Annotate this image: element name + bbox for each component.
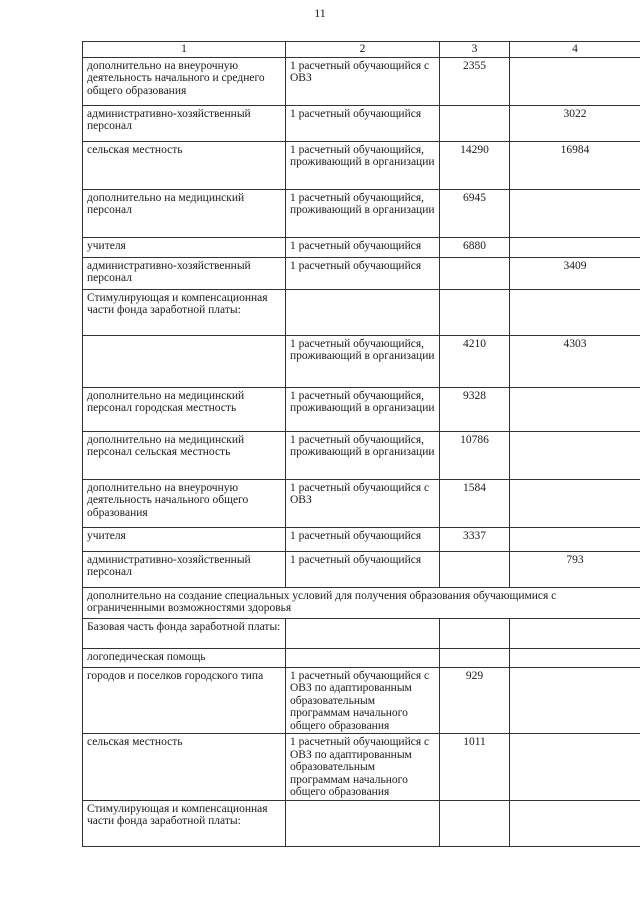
table-cell-col2: 1 расчетный обучающийся с ОВЗ [286,479,440,527]
table-row [83,527,640,551]
header-cell-2: 2 [286,42,440,58]
table-row [83,667,640,734]
table-cell-col1: сельская местность [83,141,286,189]
funding-table [82,41,640,847]
table-cell-col2: 1 расчетный обучающийся, проживающий в организации [286,189,440,237]
table-cell-col3: 6880 [440,237,510,257]
table-cell-col2: 1 расчетный обучающийся с ОВЗ по адаптированным образовательным программам начального общего образования [286,667,440,734]
table-cell-col3: 6945 [440,189,510,237]
table-cell-col3 [440,257,510,289]
table-cell-col1: учителя [83,237,286,257]
section-title: дополнительно на создание специальных условий для получения образования обучающимися с ограниченными возможностями здоровья [83,587,640,618]
table-cell-col1: Стимулирующая и компенсационная части фонда заработной платы: [83,289,286,335]
table-cell-col4: 4303 [510,335,640,387]
table-cell-col2: 1 расчетный обучающийся [286,551,440,587]
table-cell-col1: административно-хозяйственный персонал [83,551,286,587]
table-row [83,141,640,189]
table-row [83,387,640,431]
table-row [83,479,640,527]
header-row [83,42,640,58]
table-cell-col4: 793 [510,551,640,587]
table-cell-col3: 1011 [440,734,510,801]
table-cell-col4 [510,431,640,479]
table-row [83,431,640,479]
table-cell-col1: административно-хозяйственный персонал [83,105,286,141]
table-cell-col2: 1 расчетный обучающийся с ОВЗ [286,57,440,105]
table-cell-col3: 1584 [440,479,510,527]
table-cell-col1: дополнительно на медицинский персонал [83,189,286,237]
table-row [83,800,640,846]
table-cell-col4 [510,800,640,846]
page-number: 11 [314,6,326,20]
table-cell-col4 [510,237,640,257]
table-cell-col4 [510,618,640,648]
table-cell-col4: 16984 [510,141,640,189]
table-cell-col2: 1 расчетный обучающийся [286,527,440,551]
table-cell-col2: 1 расчетный обучающийся [286,257,440,289]
table-row [83,335,640,387]
table-cell-col1: дополнительно на внеурочную деятельность начального и среднего общего образования [83,57,286,105]
table-row [83,734,640,801]
table-cell-col3: 10786 [440,431,510,479]
table-cell-col1: административно-хозяйственный персонал [83,257,286,289]
table-cell-col4: 3409 [510,257,640,289]
table-cell-col4 [510,527,640,551]
table-cell-col4 [510,189,640,237]
table-cell-col2: 1 расчетный обучающийся, проживающий в организации [286,431,440,479]
table-cell-col2 [286,800,440,846]
table-row [83,237,640,257]
table-cell-col2 [286,648,440,667]
table-cell-col1: дополнительно на внеурочную деятельность начального общего образования [83,479,286,527]
table-cell-col2: 1 расчетный обучающийся [286,237,440,257]
table-cell-col1 [83,335,286,387]
table-row [83,551,640,587]
table-cell-col3 [440,551,510,587]
table-cell-col1: дополнительно на медицинский персонал сельская местность [83,431,286,479]
table-cell-col3: 14290 [440,141,510,189]
table-cell-col3: 929 [440,667,510,734]
table-row [83,257,640,289]
table-cell-col2: 1 расчетный обучающийся, проживающий в организации [286,141,440,189]
table-cell-col3 [440,289,510,335]
table-cell-col4 [510,57,640,105]
table-row [83,57,640,105]
table-cell-col2: 1 расчетный обучающийся, проживающий в организации [286,387,440,431]
table-row [83,289,640,335]
table-cell-col2: 1 расчетный обучающийся, проживающий в организации [286,335,440,387]
table-cell-col4 [510,289,640,335]
section-row [83,587,640,618]
table-cell-col1: Стимулирующая и компенсационная части фонда заработной платы: [83,800,286,846]
table-cell-col2: 1 расчетный обучающийся [286,105,440,141]
table-cell-col3 [440,800,510,846]
table-cell-col1: сельская местность [83,734,286,801]
table-cell-col3 [440,618,510,648]
table-cell-col3: 2355 [440,57,510,105]
table-cell-col1: Базовая часть фонда заработной платы: [83,618,286,648]
table-cell-col4 [510,734,640,801]
table-row [83,648,640,667]
header-cell-1: 1 [83,42,286,58]
table-cell-col1: учителя [83,527,286,551]
header-cell-4: 4 [510,42,640,58]
table-cell-col4 [510,667,640,734]
table-cell-col4 [510,648,640,667]
table-cell-col4: 3022 [510,105,640,141]
table-row [83,618,640,648]
table-cell-col3 [440,105,510,141]
table-cell-col1: дополнительно на медицинский персонал городская местность [83,387,286,431]
table-cell-col3: 3337 [440,527,510,551]
table-cell-col2: 1 расчетный обучающийся с ОВЗ по адаптированным образовательным программам начального общего образования [286,734,440,801]
table-cell-col3: 9328 [440,387,510,431]
table-cell-col1: городов и поселков городского типа [83,667,286,734]
table-cell-col3: 4210 [440,335,510,387]
table-cell-col1: логопедическая помощь [83,648,286,667]
table-row [83,105,640,141]
table-cell-col3 [440,648,510,667]
table-cell-col2 [286,618,440,648]
table-cell-col2 [286,289,440,335]
table-cell-col4 [510,387,640,431]
table-row [83,189,640,237]
header-cell-3: 3 [440,42,510,58]
table-cell-col4 [510,479,640,527]
